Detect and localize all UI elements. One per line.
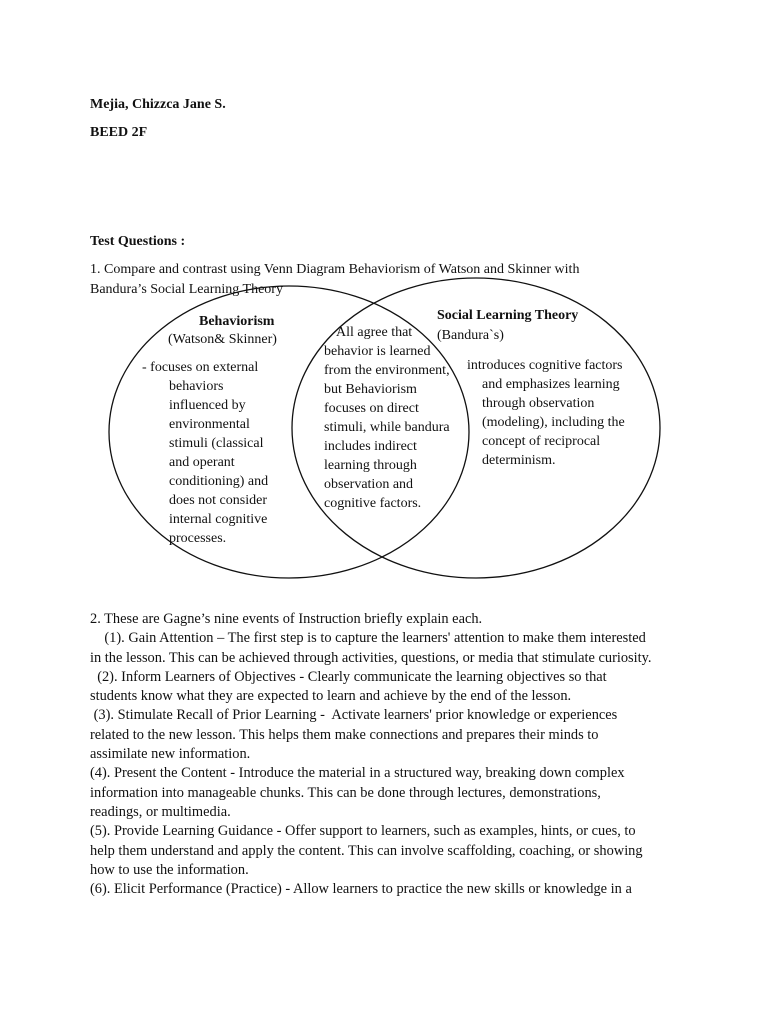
venn-center-line: cognitive factors. [324,496,422,511]
venn-right-line: concept of reciprocal [482,434,601,449]
question-2-line: in the lesson. This can be achieved through activities, questions, or media that stimulate curiosity. [90,649,652,666]
question-2-line: related to the new lesson. This helps them make connections and prepares their minds to [90,726,599,743]
question-2-line: (3). Stimulate Recall of Prior Learning - Activate learners' prior knowledge or experiences [90,707,618,724]
question-1-line-1: 1. Compare and contrast using Venn Diagram Behaviorism of Watson and Skinner with [90,262,580,277]
venn-left-line: behaviors [169,379,224,394]
venn-left-subtitle: (Watson& Skinner) [168,332,277,347]
venn-left-line: and operant [169,455,235,470]
venn-center-line: includes indirect [324,439,417,454]
venn-center-line: focuses on direct [324,401,419,416]
venn-right-line: (modeling), including the [482,415,625,430]
venn-right-line: introduces cognitive factors [467,358,623,373]
student-section: BEED 2F [90,125,148,140]
question-2 [90,610,652,899]
venn-right-title: Social Learning Theory [437,308,579,323]
venn-left-line: does not consider [169,493,267,508]
student-name: Mejia, Chizzca Jane S. [90,97,226,112]
venn-left-line: processes. [169,531,227,546]
venn-center-line: stimuli, while bandura [324,420,450,435]
venn-center-line: observation and [324,477,414,492]
question-2-line: help them understand and apply the content. This can involve scaffolding, coaching, or showing [90,842,643,859]
venn-right-line: determinism. [482,453,556,468]
venn-left-text [142,358,268,548]
venn-center-line: but Behaviorism [324,382,417,397]
venn-left-line: internal cognitive [169,512,268,527]
question-2-line: (2). Inform Learners of Objectives - Clearly communicate the learning objectives so that [90,668,607,685]
venn-center-line: from the environment, [324,363,450,378]
venn-left-line: influenced by [169,398,246,413]
venn-center-text [324,323,450,513]
venn-left-title: Behaviorism [199,314,275,329]
venn-right-line: through observation [482,396,595,411]
question-2-line: students know what they are expected to learn and achieve by the end of the lesson. [90,688,572,705]
venn-left-line: stimuli (classical [169,436,264,451]
venn-right-line: and emphasizes learning [482,377,620,392]
question-1-line-2: Bandura’s Social Learning Theory [90,282,283,297]
venn-center-line: All agree that [336,325,413,340]
question-2-line: (5). Provide Learning Guidance - Offer support to learners, such as examples, hints, or cues, to [90,823,636,840]
venn-center-line: behavior is learned [324,344,431,359]
venn-left-line: - focuses on external [142,360,259,375]
venn-right-subtitle: (Bandura`s) [437,328,504,343]
question-2-line: how to use the information. [90,861,249,878]
question-2-line: (6). Elicit Performance (Practice) - Allow learners to practice the new skills or knowledge in a [90,881,632,898]
venn-left-line: environmental [169,417,250,432]
question-2-line: (4). Present the Content - Introduce the material in a structured way, breaking down complex [90,765,625,782]
question-2-line: readings, or multimedia. [90,803,231,820]
venn-right-text [467,356,625,470]
question-2-line: assimilate new information. [90,746,251,763]
venn-left-line: conditioning) and [169,474,269,489]
question-2-line: information into manageable chunks. This can be done through lectures, demonstrations, [90,784,601,801]
test-questions-heading: Test Questions : [90,234,186,249]
venn-center-line: learning through [324,458,417,473]
question-2-line: 2. These are Gagne’s nine events of Instruction briefly explain each. [90,611,483,627]
question-2-line: (1). Gain Attention – The first step is to capture the learners' attention to make them interested [90,630,646,647]
